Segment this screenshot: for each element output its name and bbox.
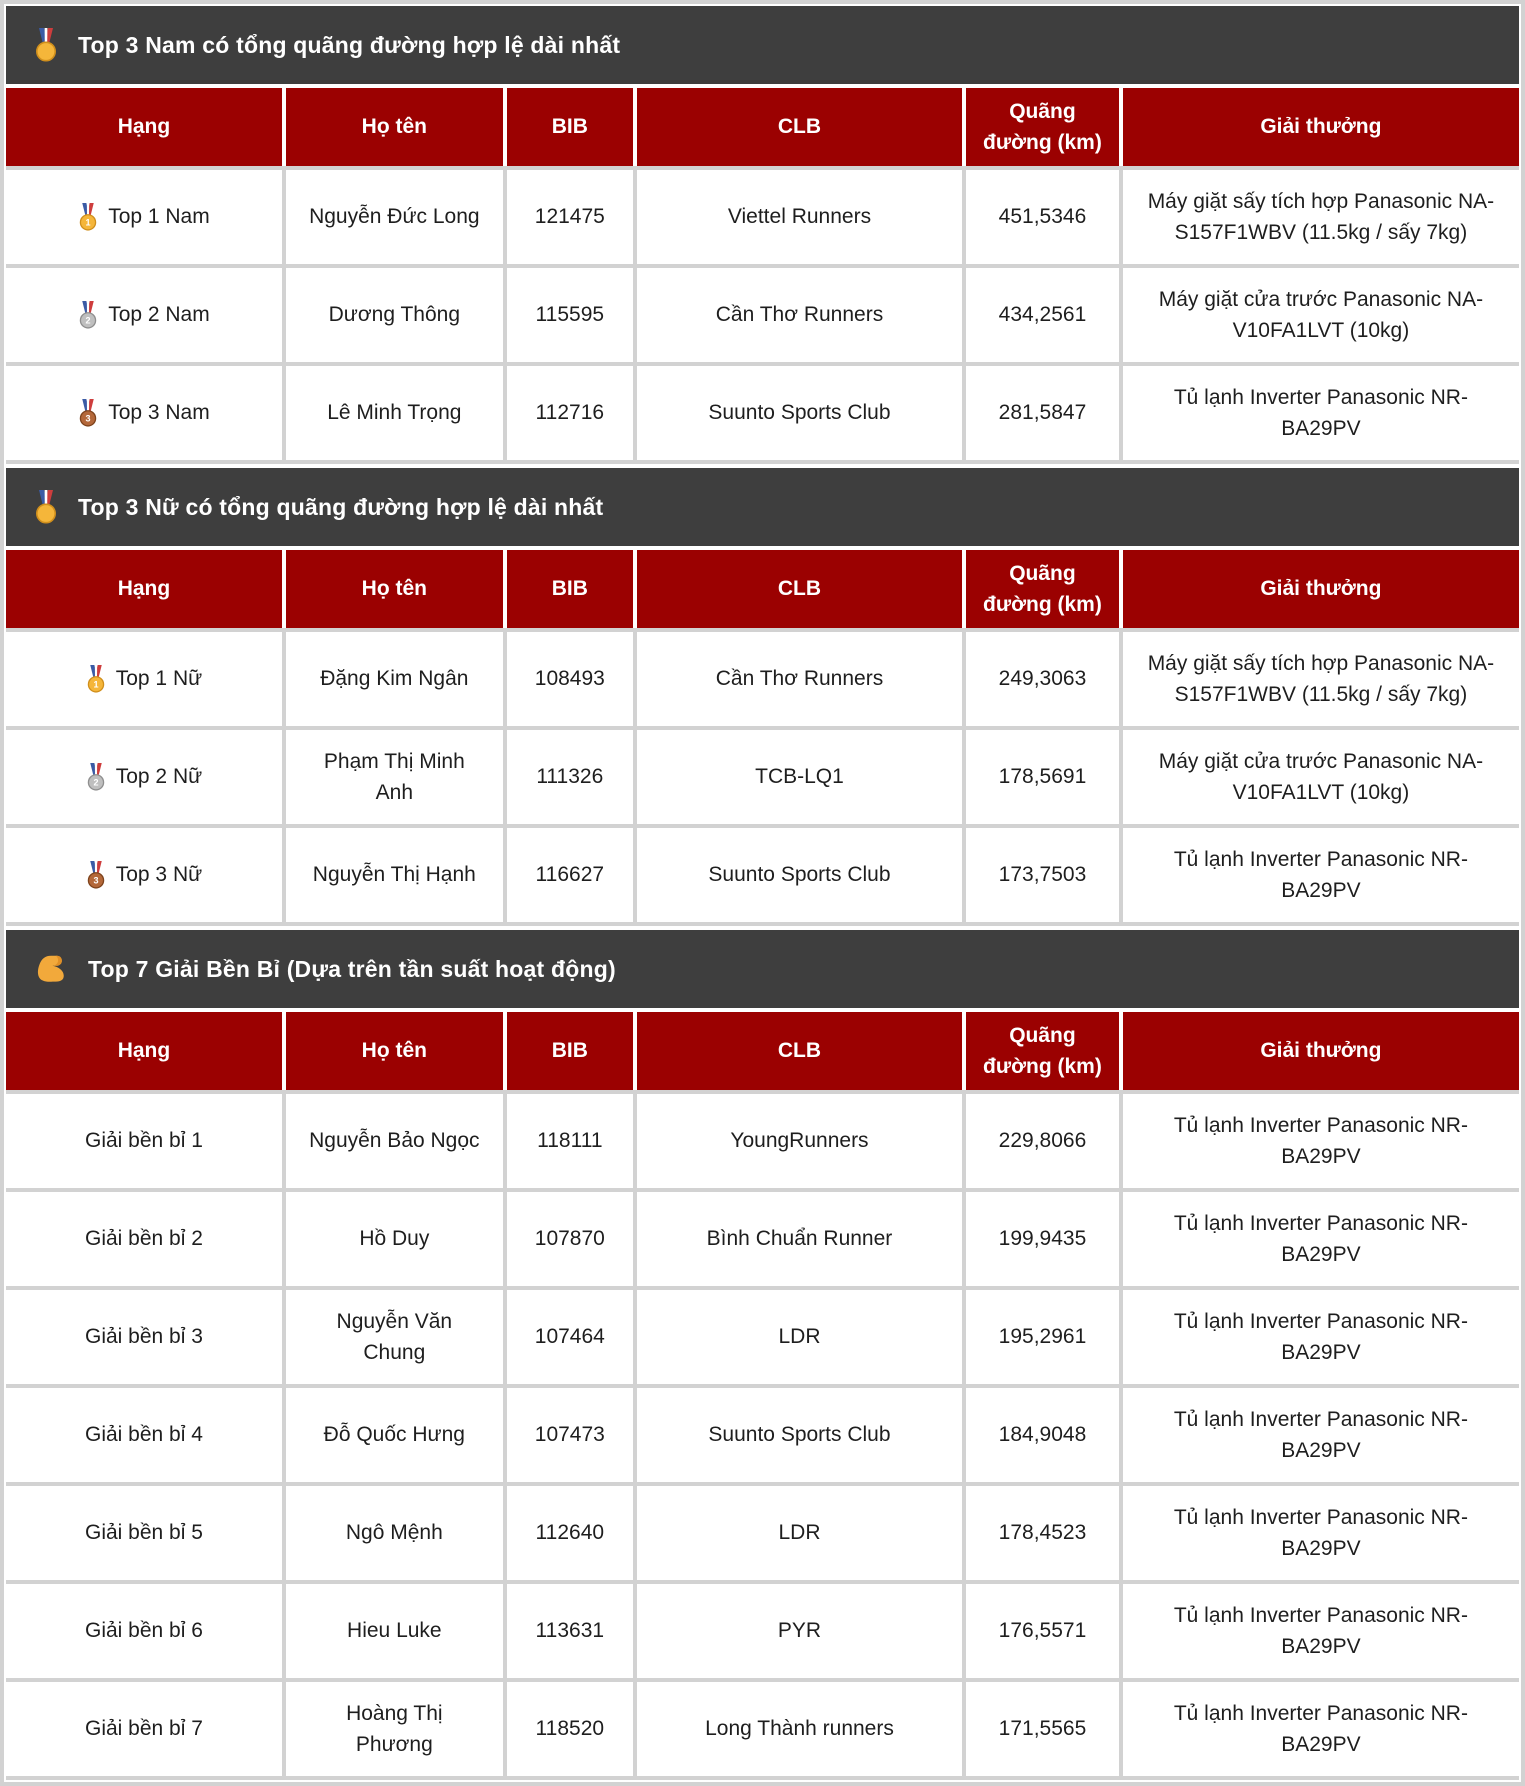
bib-cell: 118520 <box>507 1682 633 1776</box>
club-cell: Viettel Runners <box>637 170 962 264</box>
svg-text:2: 2 <box>93 777 99 788</box>
distance-cell: 434,2561 <box>966 268 1119 362</box>
section-icon <box>34 952 68 986</box>
name-cell: Nguyễn Bảo Ngọc <box>286 1094 503 1188</box>
column-header-club: CLB <box>637 88 962 166</box>
prize-cell: Máy giặt cửa trước Panasonic NA-V10FA1LVT (10kg) <box>1123 268 1519 362</box>
column-header-distance: Quãng đường (km) <box>966 88 1119 166</box>
distance-cell: 176,5571 <box>966 1584 1119 1678</box>
table-header-row <box>6 1012 1519 1090</box>
name-cell: Nguyễn Đức Long <box>286 170 503 264</box>
rank-label: Top 2 Nam <box>108 303 210 327</box>
club-cell: Long Thành runners <box>637 1682 962 1776</box>
rank-label: Top 1 Nữ <box>115 667 203 691</box>
name-cell: Hieu Luke <box>286 1584 503 1678</box>
club-cell: LDR <box>637 1486 962 1580</box>
section-title: Top 3 Nữ có tổng quãng đường hợp lệ dài nhất <box>78 493 604 520</box>
name-cell: Dương Thông <box>286 268 503 362</box>
bib-cell: 121475 <box>507 170 633 264</box>
name-cell: Hoàng Thị Phương <box>286 1682 503 1776</box>
flexed-biceps-icon <box>34 952 68 986</box>
bib-cell: 107464 <box>507 1290 633 1384</box>
bib-cell: 113631 <box>507 1584 633 1678</box>
prize-cell: Tủ lạnh Inverter Panasonic NR-BA29PV <box>1123 1388 1519 1482</box>
rank-cell: Giải bền bỉ 4 <box>6 1388 282 1482</box>
section-header-bar <box>6 930 1519 1008</box>
rank-label: Top 2 Nữ <box>115 765 203 789</box>
club-cell: Cần Thơ Runners <box>637 268 962 362</box>
table-body <box>6 628 1519 926</box>
distance-cell: 451,5346 <box>966 170 1119 264</box>
section-icon <box>34 28 58 62</box>
distance-cell: 199,9435 <box>966 1192 1119 1286</box>
table-header-row <box>6 550 1519 628</box>
distance-cell: 184,9048 <box>966 1388 1119 1482</box>
prize-cell: Máy giặt sấy tích hợp Panasonic NA-S157F1WBV (11.5kg / sấy 7kg) <box>1123 170 1519 264</box>
club-cell: Suunto Sports Club <box>637 366 962 460</box>
bronze-medal-icon <box>78 399 98 427</box>
club-cell: LDR <box>637 1290 962 1384</box>
column-header-prize: Giải thưởng <box>1123 88 1519 166</box>
column-header-club: CLB <box>637 1012 962 1090</box>
rank-cell <box>6 366 282 460</box>
rank-cell: Giải bền bỉ 2 <box>6 1192 282 1286</box>
rank-cell <box>6 632 282 726</box>
name-cell: Đặng Kim Ngân <box>286 632 503 726</box>
name-cell: Nguyễn Văn Chung <box>286 1290 503 1384</box>
svg-text:2: 2 <box>85 315 91 326</box>
silver-medal-icon <box>78 301 98 329</box>
gold-medal-icon <box>34 490 58 524</box>
rank-cell: Giải bền bỉ 3 <box>6 1290 282 1384</box>
rank-label: Top 3 Nữ <box>115 863 203 887</box>
bib-cell: 116627 <box>507 828 633 922</box>
club-cell: Suunto Sports Club <box>637 1388 962 1482</box>
column-header-distance: Quãng đường (km) <box>966 550 1119 628</box>
name-cell: Ngô Mệnh <box>286 1486 503 1580</box>
club-cell: TCB-LQ1 <box>637 730 962 824</box>
name-cell: Đỗ Quốc Hưng <box>286 1388 503 1482</box>
distance-cell: 173,7503 <box>966 828 1119 922</box>
rank-cell: Giải bền bỉ 1 <box>6 1094 282 1188</box>
column-header-bib: BIB <box>507 1012 633 1090</box>
column-header-bib: BIB <box>507 550 633 628</box>
svg-text:3: 3 <box>85 413 91 424</box>
rank-cell <box>6 268 282 362</box>
column-header-name: Họ tên <box>286 550 503 628</box>
column-header-club: CLB <box>637 550 962 628</box>
club-cell: Cần Thơ Runners <box>637 632 962 726</box>
prize-cell: Tủ lạnh Inverter Panasonic NR-BA29PV <box>1123 828 1519 922</box>
rank-label: Top 3 Nam <box>108 401 210 425</box>
bib-cell: 118111 <box>507 1094 633 1188</box>
rank-cell: Giải bền bỉ 7 <box>6 1682 282 1776</box>
sections-container <box>6 6 1519 1780</box>
gold-medal-icon <box>78 203 98 231</box>
table-body <box>6 166 1519 464</box>
prize-cell: Máy giặt cửa trước Panasonic NA-V10FA1LVT (10kg) <box>1123 730 1519 824</box>
rank-cell: Giải bền bỉ 6 <box>6 1584 282 1678</box>
prize-cell: Máy giặt sấy tích hợp Panasonic NA-S157F1WBV (11.5kg / sấy 7kg) <box>1123 632 1519 726</box>
prize-cell: Tủ lạnh Inverter Panasonic NR-BA29PV <box>1123 1682 1519 1776</box>
bib-cell: 107870 <box>507 1192 633 1286</box>
distance-cell: 281,5847 <box>966 366 1119 460</box>
column-header-name: Họ tên <box>286 1012 503 1090</box>
section-header-bar <box>6 468 1519 546</box>
distance-cell: 195,2961 <box>966 1290 1119 1384</box>
club-cell: Bình Chuẩn Runner <box>637 1192 962 1286</box>
prize-cell: Tủ lạnh Inverter Panasonic NR-BA29PV <box>1123 1486 1519 1580</box>
award-section-3 <box>6 930 1519 1780</box>
section-title: Top 3 Nam có tổng quãng đường hợp lệ dài nhất <box>78 31 621 58</box>
column-header-bib: BIB <box>507 88 633 166</box>
svg-text:1: 1 <box>93 679 99 690</box>
distance-cell: 178,5691 <box>966 730 1119 824</box>
prize-cell: Tủ lạnh Inverter Panasonic NR-BA29PV <box>1123 1290 1519 1384</box>
club-cell: PYR <box>637 1584 962 1678</box>
distance-cell: 249,3063 <box>966 632 1119 726</box>
distance-cell: 229,8066 <box>966 1094 1119 1188</box>
gold-medal-icon <box>86 665 106 693</box>
column-header-prize: Giải thưởng <box>1123 550 1519 628</box>
rank-label: Top 1 Nam <box>108 205 210 229</box>
column-header-prize: Giải thưởng <box>1123 1012 1519 1090</box>
bib-cell: 112716 <box>507 366 633 460</box>
silver-medal-icon <box>86 763 106 791</box>
name-cell: Hồ Duy <box>286 1192 503 1286</box>
club-cell: Suunto Sports Club <box>637 828 962 922</box>
prize-cell: Tủ lạnh Inverter Panasonic NR-BA29PV <box>1123 1094 1519 1188</box>
section-icon <box>34 490 58 524</box>
prize-cell: Tủ lạnh Inverter Panasonic NR-BA29PV <box>1123 366 1519 460</box>
name-cell: Nguyễn Thị Hạnh <box>286 828 503 922</box>
column-header-distance: Quãng đường (km) <box>966 1012 1119 1090</box>
prize-cell: Tủ lạnh Inverter Panasonic NR-BA29PV <box>1123 1584 1519 1678</box>
table-body <box>6 1090 1519 1780</box>
rank-cell: Giải bền bỉ 5 <box>6 1486 282 1580</box>
award-section-2 <box>6 468 1519 926</box>
distance-cell: 171,5565 <box>966 1682 1119 1776</box>
column-header-rank: Hạng <box>6 1012 282 1090</box>
section-header-bar <box>6 6 1519 84</box>
award-section-1 <box>6 6 1519 464</box>
rank-cell <box>6 170 282 264</box>
bib-cell: 112640 <box>507 1486 633 1580</box>
name-cell: Lê Minh Trọng <box>286 366 503 460</box>
column-header-rank: Hạng <box>6 88 282 166</box>
name-cell: Phạm Thị Minh Anh <box>286 730 503 824</box>
svg-text:1: 1 <box>85 217 91 228</box>
prize-cell: Tủ lạnh Inverter Panasonic NR-BA29PV <box>1123 1192 1519 1286</box>
bib-cell: 107473 <box>507 1388 633 1482</box>
svg-text:3: 3 <box>93 875 99 886</box>
rank-cell <box>6 828 282 922</box>
bib-cell: 108493 <box>507 632 633 726</box>
distance-cell: 178,4523 <box>966 1486 1119 1580</box>
gold-medal-icon <box>34 28 58 62</box>
club-cell: YoungRunners <box>637 1094 962 1188</box>
table-header-row <box>6 88 1519 166</box>
column-header-rank: Hạng <box>6 550 282 628</box>
bib-cell: 115595 <box>507 268 633 362</box>
section-title: Top 7 Giải Bền Bỉ (Dựa trên tần suất hoạt động) <box>88 955 616 982</box>
column-header-name: Họ tên <box>286 88 503 166</box>
rank-cell <box>6 730 282 824</box>
bib-cell: 111326 <box>507 730 633 824</box>
bronze-medal-icon <box>86 861 106 889</box>
